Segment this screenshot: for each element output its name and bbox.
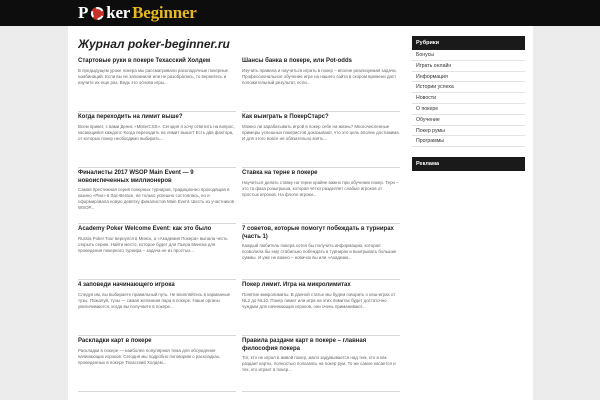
post-title-link[interactable]: 7 советов, которые помогут побеждать в турнирах (часть 1) <box>242 226 394 240</box>
post-excerpt: Научиться делать ставку на терне крайне важно при обучении покер. Терн – это та фаза розыгрыша, которая чётко разделяет слабые игроков от простых игроков. На флопе игроки... <box>242 179 399 197</box>
post-title-link[interactable]: Покер лимит. Игра на микролимитах <box>242 282 351 288</box>
post-title-link[interactable]: Ставка на терне в покере <box>242 170 318 176</box>
post-excerpt: Russia Poker Tour вернулся в Минск, а «Академия Покера» выпала честь открыть серию. Найти место, которое будет для Пьера Минска для проведения покерного турнира – задача не из простых... <box>78 235 228 253</box>
post-excerpt: Каждый любитель покера хотел бы получить информацию, которая позволила бы ему стабильно побеждать в турнирах и выигрывать большие суммы. И уже не важно – новичок вы или «Академи... <box>242 243 397 260</box>
post-title-link[interactable]: Academy Poker Welcome Event: как это было <box>78 226 212 232</box>
post-card <box>78 56 236 112</box>
category-link[interactable]: Истории успеха <box>412 82 525 93</box>
categories-heading: Рубрики <box>412 36 525 50</box>
post-card <box>242 112 400 168</box>
post-excerpt: Раскладки в покере — наиболее популярная тема для обсуждения начинающих игроков. Сегодня мы подробно поговорим о раскладках, проведенных в покере Техасский Холдем... <box>78 347 221 365</box>
post-card <box>242 168 400 224</box>
post-excerpt: Всем привет, с вами Денис «MisterCSS». Сегодня я хочу ответить на вопрос, касающийся каждого: Когда переходить на лимит выше? Есть два фактора, от которых покер необходимо выбирать... <box>78 123 235 141</box>
category-link[interactable]: Новости <box>412 93 525 104</box>
category-link[interactable]: Обучение <box>412 115 525 126</box>
category-link[interactable]: Информация <box>412 72 525 83</box>
site-header <box>0 0 600 26</box>
logo-text-p: P <box>78 3 89 22</box>
category-link[interactable]: Играть онлайн <box>412 61 525 72</box>
post-card <box>78 224 236 280</box>
post-excerpt: Можно ли зарабатывать игрой в покер себе на жизнь? Многочисленные примеры успешных покеристов доказывают, что это цель вполне достижима. И для этого вовсе не обязательно взять... <box>242 123 400 141</box>
post-card <box>78 336 236 392</box>
post-card <box>78 280 236 336</box>
categories-list <box>412 50 525 147</box>
post-card <box>78 168 236 224</box>
category-link[interactable]: Покер румы <box>412 126 525 137</box>
post-card <box>242 56 400 112</box>
ads-heading: Реклама <box>412 157 525 171</box>
logo-text-ker: ker <box>106 3 131 22</box>
logo-text-beginner: Beginner <box>132 3 197 22</box>
page-title: Журнал poker-beginner.ru <box>78 37 230 51</box>
post-card <box>242 336 400 392</box>
post-title-link[interactable]: Финалисты 2017 WSOP Main Event — 9 новоиспеченных миллионеров <box>78 170 194 184</box>
post-title-link[interactable]: Когда переходить на лимит выше? <box>78 114 183 120</box>
post-grid <box>78 56 400 392</box>
post-excerpt: Понятие микролимиты. В данной статье мы будем говорить о кеш-играх от NL2 до NL10. Покер лимит или игра на этих лимитах будет достаточно чуждым для начинающих игроков, они очень приманивают... <box>242 291 396 309</box>
category-link[interactable]: Программы <box>412 136 525 147</box>
post-title-link[interactable]: Раскладки карт в покере <box>78 338 152 344</box>
category-link[interactable]: Бонусы <box>412 50 525 61</box>
poker-chip-icon <box>91 7 104 20</box>
post-title-link[interactable]: Шансы банка в покере, или Pot-odds <box>242 58 352 64</box>
post-title-link[interactable]: Как выиграть в ПокерСтарс? <box>242 114 329 120</box>
post-excerpt: Изучить правила и научиться играть в покер – вполне реализуемая задача. Профессиональное обучение игре на нашего сайта в скором времени даст положительный результат, если... <box>242 67 397 85</box>
post-excerpt: Следуя им, вы выбираете правильный путь. Не влипляйтесь в карманные тузы. Пожалуй, тузы — самая желанная пара в покере. Наши органы увеличиваются, когда вы получаете в покере... <box>78 291 231 309</box>
post-title-link[interactable]: Стартовые руки в покере Техасский Холдем <box>78 58 211 64</box>
post-card <box>78 112 236 168</box>
post-excerpt: Тот, кто не играл в живой покер, мало задумывается над тем, кто и как раздает карты, полностью полагаясь на покер рум. То же самое касается и тех, кто играет в покер... <box>242 355 396 372</box>
site-logo[interactable] <box>78 2 197 24</box>
post-title-link[interactable]: Правила раздачи карт в покере – главная философия покера <box>242 338 367 352</box>
post-excerpt: Самая престижная серия покерных турниров, традиционно проходящая в казино «Рио» в Лас-Вегасе, не только успешно состоялась, но и сформировала новую девятку финалистов Main Event. Шесть из участников WSOP... <box>78 187 234 210</box>
category-link[interactable]: О покере <box>412 104 525 115</box>
main-content <box>78 36 400 400</box>
post-excerpt: В предыдущем уроке покера мы рассматривали раскладочные покерные комбинаций. Если вы не запомнили или не разобрались, то вернитесь и изучите их еще раз. Ведь это основа игры... <box>78 67 229 85</box>
post-title-link[interactable]: 4 заповеди начинающего игрока <box>78 282 175 288</box>
post-card <box>242 224 400 280</box>
sidebar-spacer <box>412 147 525 157</box>
post-card <box>242 280 400 336</box>
sidebar <box>412 36 525 171</box>
